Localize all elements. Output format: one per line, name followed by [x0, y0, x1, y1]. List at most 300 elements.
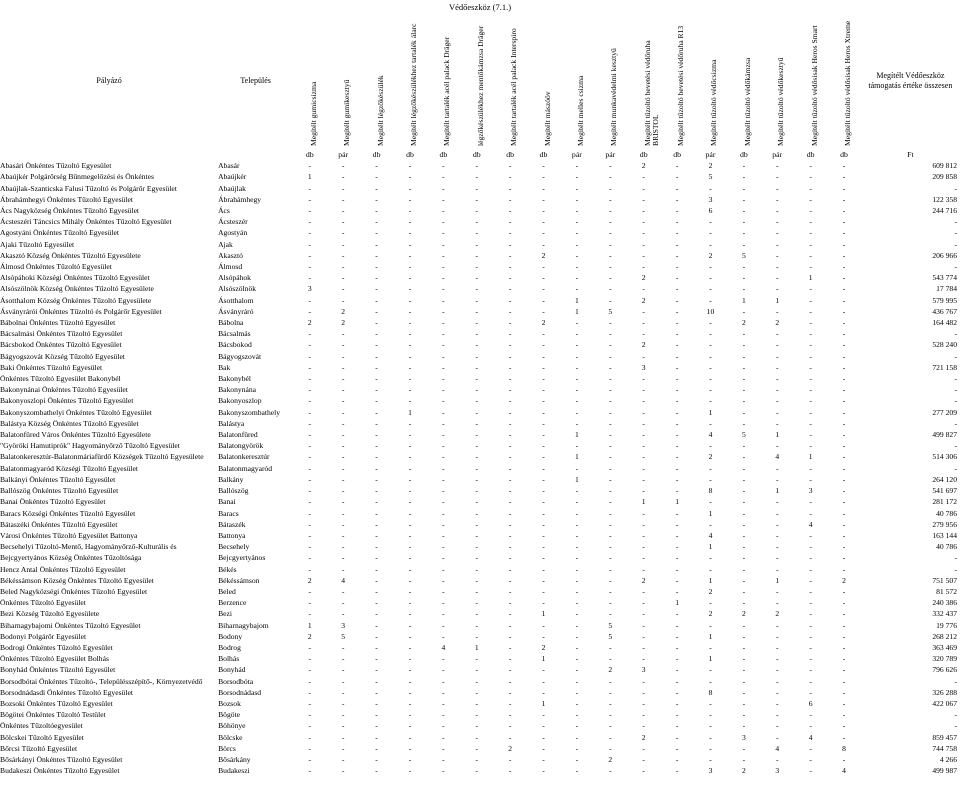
- quantity-cell: -: [575, 609, 579, 619]
- quantity-cell: 2: [341, 318, 346, 328]
- quantity-cell: -: [575, 687, 579, 697]
- quantity-cell: -: [508, 172, 512, 182]
- quantity-cell: -: [375, 609, 378, 619]
- header-col: Megítélt légzőkészülék: [375, 75, 385, 146]
- table-row: [0, 328, 960, 339]
- quantity-cell: -: [341, 497, 345, 507]
- quantity-cell: -: [508, 609, 512, 619]
- quantity-cell: -: [542, 743, 545, 753]
- quantity-cell: -: [408, 654, 412, 664]
- amount-cell: 268 212: [932, 631, 957, 641]
- quantity-cell: -: [475, 206, 478, 216]
- quantity-cell: -: [341, 262, 345, 272]
- quantity-cell: -: [575, 553, 579, 563]
- quantity-cell: -: [742, 620, 746, 630]
- quantity-cell: 5: [608, 306, 613, 316]
- quantity-cell: -: [308, 530, 312, 540]
- quantity-cell: -: [742, 654, 746, 664]
- quantity-cell: -: [308, 463, 312, 473]
- settlement-cell: Balatonfüred: [218, 430, 258, 440]
- quantity-cell: -: [775, 418, 779, 428]
- quantity-cell: -: [575, 575, 579, 585]
- applicant-cell: Balatonmagyaród Községi Tűzoltó Egyesület: [0, 463, 138, 473]
- quantity-cell: 2: [541, 318, 546, 328]
- quantity-cell: -: [675, 620, 679, 630]
- quantity-cell: -: [809, 228, 812, 238]
- quantity-cell: -: [542, 172, 545, 182]
- quantity-cell: -: [809, 318, 812, 328]
- quantity-cell: -: [341, 161, 345, 171]
- quantity-cell: -: [809, 262, 812, 272]
- quantity-cell: -: [575, 497, 579, 507]
- quantity-cell: -: [542, 564, 545, 574]
- quantity-cell: -: [408, 340, 412, 350]
- quantity-cell: 1: [708, 542, 713, 552]
- quantity-cell: -: [308, 676, 312, 686]
- unit-cell: db: [439, 150, 448, 159]
- quantity-cell: -: [408, 273, 412, 283]
- quantity-cell: -: [442, 598, 445, 608]
- quantity-cell: -: [542, 676, 545, 686]
- quantity-cell: -: [508, 306, 512, 316]
- quantity-cell: -: [308, 598, 312, 608]
- quantity-cell: -: [475, 575, 478, 585]
- quantity-cell: -: [542, 329, 545, 339]
- quantity-cell: -: [642, 743, 645, 753]
- quantity-cell: -: [308, 161, 312, 171]
- quantity-cell: -: [408, 486, 412, 496]
- quantity-cell: -: [575, 642, 579, 652]
- quantity-cell: -: [742, 474, 746, 484]
- quantity-cell: -: [408, 318, 412, 328]
- quantity-cell: -: [809, 609, 812, 619]
- quantity-cell: -: [675, 273, 679, 283]
- quantity-cell: 2: [842, 575, 846, 585]
- settlement-cell: Balatongyörök: [218, 441, 264, 451]
- quantity-cell: -: [475, 284, 478, 294]
- quantity-cell: -: [709, 228, 712, 238]
- quantity-cell: -: [442, 586, 445, 596]
- quantity-cell: -: [675, 374, 679, 384]
- quantity-cell: 2: [608, 754, 613, 764]
- table-body: [0, 160, 960, 776]
- quantity-cell: -: [375, 161, 378, 171]
- header-row: [0, 12, 960, 149]
- quantity-cell: -: [775, 340, 779, 350]
- quantity-cell: -: [308, 486, 312, 496]
- settlement-cell: Békéssámson: [218, 575, 260, 585]
- amount-cell: 40 786: [936, 542, 957, 552]
- applicant-cell: Bölcskei Tűzoltó Egyesület: [0, 732, 84, 742]
- quantity-cell: -: [609, 273, 612, 283]
- amount-cell: -: [954, 564, 957, 574]
- table-row: [0, 530, 960, 541]
- quantity-cell: -: [408, 430, 412, 440]
- quantity-cell: -: [341, 474, 345, 484]
- quantity-cell: -: [408, 575, 412, 585]
- quantity-cell: -: [408, 687, 412, 697]
- quantity-cell: -: [375, 172, 378, 182]
- quantity-cell: -: [742, 217, 746, 227]
- applicant-cell: Bögötei Önkéntes Tűzoltó Testület: [0, 710, 106, 720]
- quantity-cell: -: [675, 250, 679, 260]
- quantity-cell: -: [675, 351, 679, 361]
- settlement-cell: Ballószög: [218, 486, 249, 496]
- quantity-cell: -: [442, 766, 445, 776]
- quantity-cell: -: [575, 284, 579, 294]
- quantity-cell: -: [341, 284, 345, 294]
- quantity-cell: -: [375, 687, 378, 697]
- quantity-cell: -: [742, 564, 746, 574]
- quantity-cell: -: [775, 239, 779, 249]
- table-row: [0, 295, 960, 306]
- quantity-cell: -: [775, 362, 779, 372]
- quantity-cell: -: [575, 620, 579, 630]
- quantity-cell: -: [775, 754, 779, 764]
- amount-cell: 751 507: [932, 575, 957, 585]
- quantity-cell: -: [475, 318, 478, 328]
- quantity-cell: -: [341, 553, 345, 563]
- quantity-cell: -: [575, 631, 579, 641]
- quantity-cell: -: [375, 710, 378, 720]
- quantity-cell: -: [475, 598, 478, 608]
- amount-cell: -: [954, 228, 957, 238]
- quantity-cell: -: [475, 710, 478, 720]
- quantity-cell: -: [742, 754, 746, 764]
- quantity-cell: -: [475, 732, 478, 742]
- quantity-cell: -: [675, 676, 679, 686]
- quantity-cell: -: [375, 362, 378, 372]
- unit-cell: db: [806, 150, 815, 159]
- quantity-cell: -: [508, 239, 512, 249]
- quantity-cell: -: [809, 497, 812, 507]
- quantity-cell: -: [508, 228, 512, 238]
- quantity-cell: 2: [341, 306, 346, 316]
- quantity-cell: 2: [641, 575, 646, 585]
- table-row: [0, 743, 960, 754]
- quantity-cell: -: [442, 228, 445, 238]
- quantity-cell: 3: [341, 620, 346, 630]
- quantity-cell: -: [742, 396, 746, 406]
- quantity-cell: -: [742, 194, 746, 204]
- quantity-cell: -: [341, 273, 345, 283]
- header-col: Megítélt tartalék acél palack Dräger: [442, 36, 452, 146]
- quantity-cell: -: [408, 732, 412, 742]
- applicant-cell: Ballószög Önkéntes Tűzoltó Egyesület: [0, 486, 119, 496]
- quantity-cell: -: [542, 374, 545, 384]
- quantity-cell: -: [475, 217, 478, 227]
- header-col: Megítélt melles csizma: [575, 75, 585, 146]
- quantity-cell: -: [609, 721, 612, 731]
- quantity-cell: -: [508, 654, 512, 664]
- quantity-cell: -: [609, 295, 612, 305]
- applicant-cell: Bácsbokod Önkéntes Tűzoltó Egyesület: [0, 340, 122, 350]
- quantity-cell: -: [475, 362, 478, 372]
- applicant-cell: Békéssámson Község Önkéntes Tűzoltó Egyesület: [0, 575, 154, 585]
- quantity-cell: -: [375, 598, 378, 608]
- quantity-cell: -: [675, 654, 679, 664]
- quantity-cell: -: [341, 430, 345, 440]
- quantity-cell: -: [575, 418, 579, 428]
- quantity-cell: -: [575, 228, 579, 238]
- quantity-cell: -: [842, 407, 846, 417]
- quantity-cell: -: [709, 217, 712, 227]
- quantity-cell: -: [308, 329, 312, 339]
- quantity-cell: -: [375, 676, 378, 686]
- quantity-cell: -: [375, 351, 378, 361]
- quantity-cell: -: [575, 351, 579, 361]
- quantity-cell: -: [442, 362, 445, 372]
- quantity-cell: -: [642, 530, 645, 540]
- quantity-cell: 1: [307, 620, 312, 630]
- quantity-cell: -: [675, 340, 679, 350]
- quantity-cell: 6: [708, 206, 713, 216]
- quantity-cell: -: [542, 407, 545, 417]
- quantity-cell: -: [842, 250, 846, 260]
- quantity-cell: -: [475, 463, 478, 473]
- quantity-cell: -: [675, 396, 679, 406]
- table-row: [0, 631, 960, 642]
- header-col: Megítélt gumicsizma: [308, 81, 318, 146]
- amount-cell: 422 067: [932, 698, 957, 708]
- quantity-cell: -: [642, 710, 645, 720]
- quantity-cell: -: [809, 721, 812, 731]
- quantity-cell: -: [675, 430, 679, 440]
- quantity-cell: -: [609, 598, 612, 608]
- quantity-cell: -: [775, 385, 779, 395]
- quantity-cell: -: [642, 396, 645, 406]
- amount-cell: 499 987: [932, 766, 957, 776]
- amount-cell: -: [954, 441, 957, 451]
- quantity-cell: -: [709, 564, 712, 574]
- quantity-cell: -: [575, 486, 579, 496]
- quantity-cell: 2: [608, 665, 613, 675]
- quantity-cell: -: [842, 530, 846, 540]
- quantity-cell: -: [508, 362, 512, 372]
- settlement-cell: Bátaszék: [218, 519, 246, 529]
- quantity-cell: -: [675, 228, 679, 238]
- quantity-cell: -: [742, 351, 746, 361]
- settlement-cell: Bögöte: [218, 710, 241, 720]
- applicant-cell: Álmosd Önkéntes Tűzoltó Egyesület: [0, 262, 112, 272]
- quantity-cell: -: [308, 362, 312, 372]
- quantity-cell: -: [375, 430, 378, 440]
- quantity-cell: -: [842, 586, 846, 596]
- applicant-cell: Bátaszéki Önkéntes Tűzoltó Egyesület: [0, 519, 118, 529]
- table-row: [0, 451, 960, 462]
- settlement-cell: Budakeszi: [218, 766, 250, 776]
- quantity-cell: -: [609, 710, 612, 720]
- amount-cell: -: [954, 239, 957, 249]
- quantity-cell: -: [375, 486, 378, 496]
- quantity-cell: 3: [641, 665, 646, 675]
- quantity-cell: -: [475, 407, 478, 417]
- quantity-cell: -: [842, 721, 846, 731]
- quantity-cell: -: [442, 620, 445, 630]
- quantity-cell: -: [775, 161, 779, 171]
- quantity-cell: -: [341, 250, 345, 260]
- amount-cell: 332 437: [932, 609, 957, 619]
- quantity-cell: -: [609, 340, 612, 350]
- quantity-cell: -: [609, 385, 612, 395]
- quantity-cell: -: [742, 273, 746, 283]
- quantity-cell: -: [341, 441, 345, 451]
- quantity-cell: -: [742, 407, 746, 417]
- quantity-cell: -: [475, 553, 478, 563]
- settlement-cell: Békés: [218, 564, 237, 574]
- quantity-cell: -: [375, 217, 378, 227]
- quantity-cell: -: [341, 642, 345, 652]
- quantity-cell: -: [775, 250, 779, 260]
- quantity-cell: -: [609, 486, 612, 496]
- quantity-cell: -: [408, 362, 412, 372]
- quantity-cell: -: [742, 329, 746, 339]
- quantity-cell: -: [442, 407, 445, 417]
- quantity-cell: -: [475, 698, 478, 708]
- quantity-cell: -: [375, 542, 378, 552]
- quantity-cell: -: [442, 508, 445, 518]
- settlement-cell: Baracs: [218, 508, 239, 518]
- quantity-cell: -: [475, 374, 478, 384]
- quantity-cell: -: [809, 665, 812, 675]
- quantity-cell: -: [809, 172, 812, 182]
- quantity-cell: -: [442, 676, 445, 686]
- quantity-cell: -: [442, 474, 445, 484]
- quantity-cell: -: [709, 710, 712, 720]
- allocation-table: [0, 12, 960, 776]
- quantity-cell: -: [775, 206, 779, 216]
- table-row: [0, 440, 960, 451]
- quantity-cell: -: [842, 228, 846, 238]
- quantity-cell: -: [675, 284, 679, 294]
- quantity-cell: -: [775, 687, 779, 697]
- quantity-cell: -: [375, 721, 378, 731]
- quantity-cell: -: [842, 441, 846, 451]
- amount-cell: 363 469: [932, 642, 957, 652]
- applicant-cell: Bezi Község Tűzoltó Egyesülete: [0, 609, 100, 619]
- quantity-cell: -: [375, 665, 378, 675]
- quantity-cell: -: [709, 642, 712, 652]
- quantity-cell: -: [709, 396, 712, 406]
- quantity-cell: -: [842, 631, 846, 641]
- quantity-cell: -: [542, 351, 545, 361]
- quantity-cell: 1: [541, 609, 546, 619]
- quantity-cell: -: [308, 754, 312, 764]
- quantity-cell: -: [609, 250, 612, 260]
- quantity-cell: -: [609, 239, 612, 249]
- settlement-cell: Bakonynána: [218, 385, 257, 395]
- quantity-cell: -: [475, 508, 478, 518]
- amount-cell: 859 457: [932, 732, 957, 742]
- quantity-cell: 1: [675, 598, 679, 608]
- quantity-cell: -: [475, 250, 478, 260]
- quantity-cell: -: [675, 732, 679, 742]
- quantity-cell: -: [709, 553, 712, 563]
- settlement-cell: Beled: [218, 586, 236, 596]
- quantity-cell: -: [809, 631, 812, 641]
- quantity-cell: 2: [741, 609, 746, 619]
- quantity-cell: -: [809, 586, 812, 596]
- quantity-cell: -: [408, 564, 412, 574]
- quantity-cell: -: [442, 542, 445, 552]
- table-row: [0, 620, 960, 631]
- quantity-cell: -: [542, 194, 545, 204]
- quantity-cell: -: [609, 452, 612, 462]
- quantity-cell: -: [742, 385, 746, 395]
- amount-cell: 277 209: [932, 407, 957, 417]
- settlement-cell: Bodrog: [218, 642, 241, 652]
- quantity-cell: -: [675, 329, 679, 339]
- settlement-cell: Biharnagybajom: [218, 620, 269, 630]
- quantity-cell: -: [609, 654, 612, 664]
- quantity-cell: 8: [708, 486, 713, 496]
- header-palyazo: Pályázó: [96, 75, 122, 85]
- quantity-cell: -: [308, 374, 312, 384]
- amount-cell: 609 812: [932, 161, 957, 171]
- quantity-cell: -: [408, 586, 412, 596]
- quantity-cell: -: [341, 698, 345, 708]
- quantity-cell: 4: [808, 519, 813, 529]
- quantity-cell: 2: [708, 586, 713, 596]
- quantity-cell: -: [408, 676, 412, 686]
- quantity-cell: -: [809, 754, 812, 764]
- applicant-cell: Bágyogszovát Község Tűzoltó Egyesület: [0, 351, 125, 361]
- quantity-cell: -: [508, 407, 512, 417]
- quantity-cell: 1: [741, 295, 746, 305]
- amount-cell: 326 288: [932, 687, 957, 697]
- amount-cell: 528 240: [932, 340, 957, 350]
- quantity-cell: -: [475, 586, 478, 596]
- quantity-cell: -: [508, 374, 512, 384]
- quantity-cell: 2: [708, 161, 713, 171]
- quantity-cell: -: [508, 329, 512, 339]
- quantity-cell: -: [742, 183, 746, 193]
- quantity-cell: -: [475, 441, 478, 451]
- quantity-cell: -: [308, 586, 312, 596]
- quantity-cell: -: [675, 306, 679, 316]
- quantity-cell: 1: [575, 452, 579, 462]
- header-col: Megítélt gumikesztyű: [342, 79, 352, 146]
- table-row: [0, 194, 960, 205]
- header-col: Megítélt légzőkészülékhez tartalék álarc: [408, 23, 418, 146]
- quantity-cell: -: [642, 329, 645, 339]
- quantity-cell: -: [508, 710, 512, 720]
- quantity-cell: -: [642, 194, 645, 204]
- quantity-cell: -: [575, 654, 579, 664]
- quantity-cell: -: [809, 340, 812, 350]
- applicant-cell: Budakeszi Önkéntes Tűzoltó Egyesület: [0, 766, 120, 776]
- quantity-cell: -: [742, 598, 746, 608]
- amount-cell: 579 995: [932, 295, 957, 305]
- quantity-cell: -: [308, 553, 312, 563]
- table-row: [0, 575, 960, 586]
- settlement-cell: Balatonmagyaród: [218, 463, 273, 473]
- quantity-cell: 4: [775, 743, 780, 753]
- quantity-cell: -: [742, 553, 746, 563]
- quantity-cell: 1: [575, 474, 579, 484]
- quantity-cell: -: [709, 183, 712, 193]
- table-row: [0, 463, 960, 474]
- quantity-cell: -: [575, 698, 579, 708]
- quantity-cell: -: [609, 362, 612, 372]
- quantity-cell: -: [408, 474, 412, 484]
- quantity-cell: -: [408, 239, 412, 249]
- quantity-cell: 1: [575, 306, 579, 316]
- quantity-cell: -: [475, 340, 478, 350]
- quantity-cell: -: [508, 642, 512, 652]
- quantity-cell: -: [642, 553, 645, 563]
- amount-cell: -: [954, 553, 957, 563]
